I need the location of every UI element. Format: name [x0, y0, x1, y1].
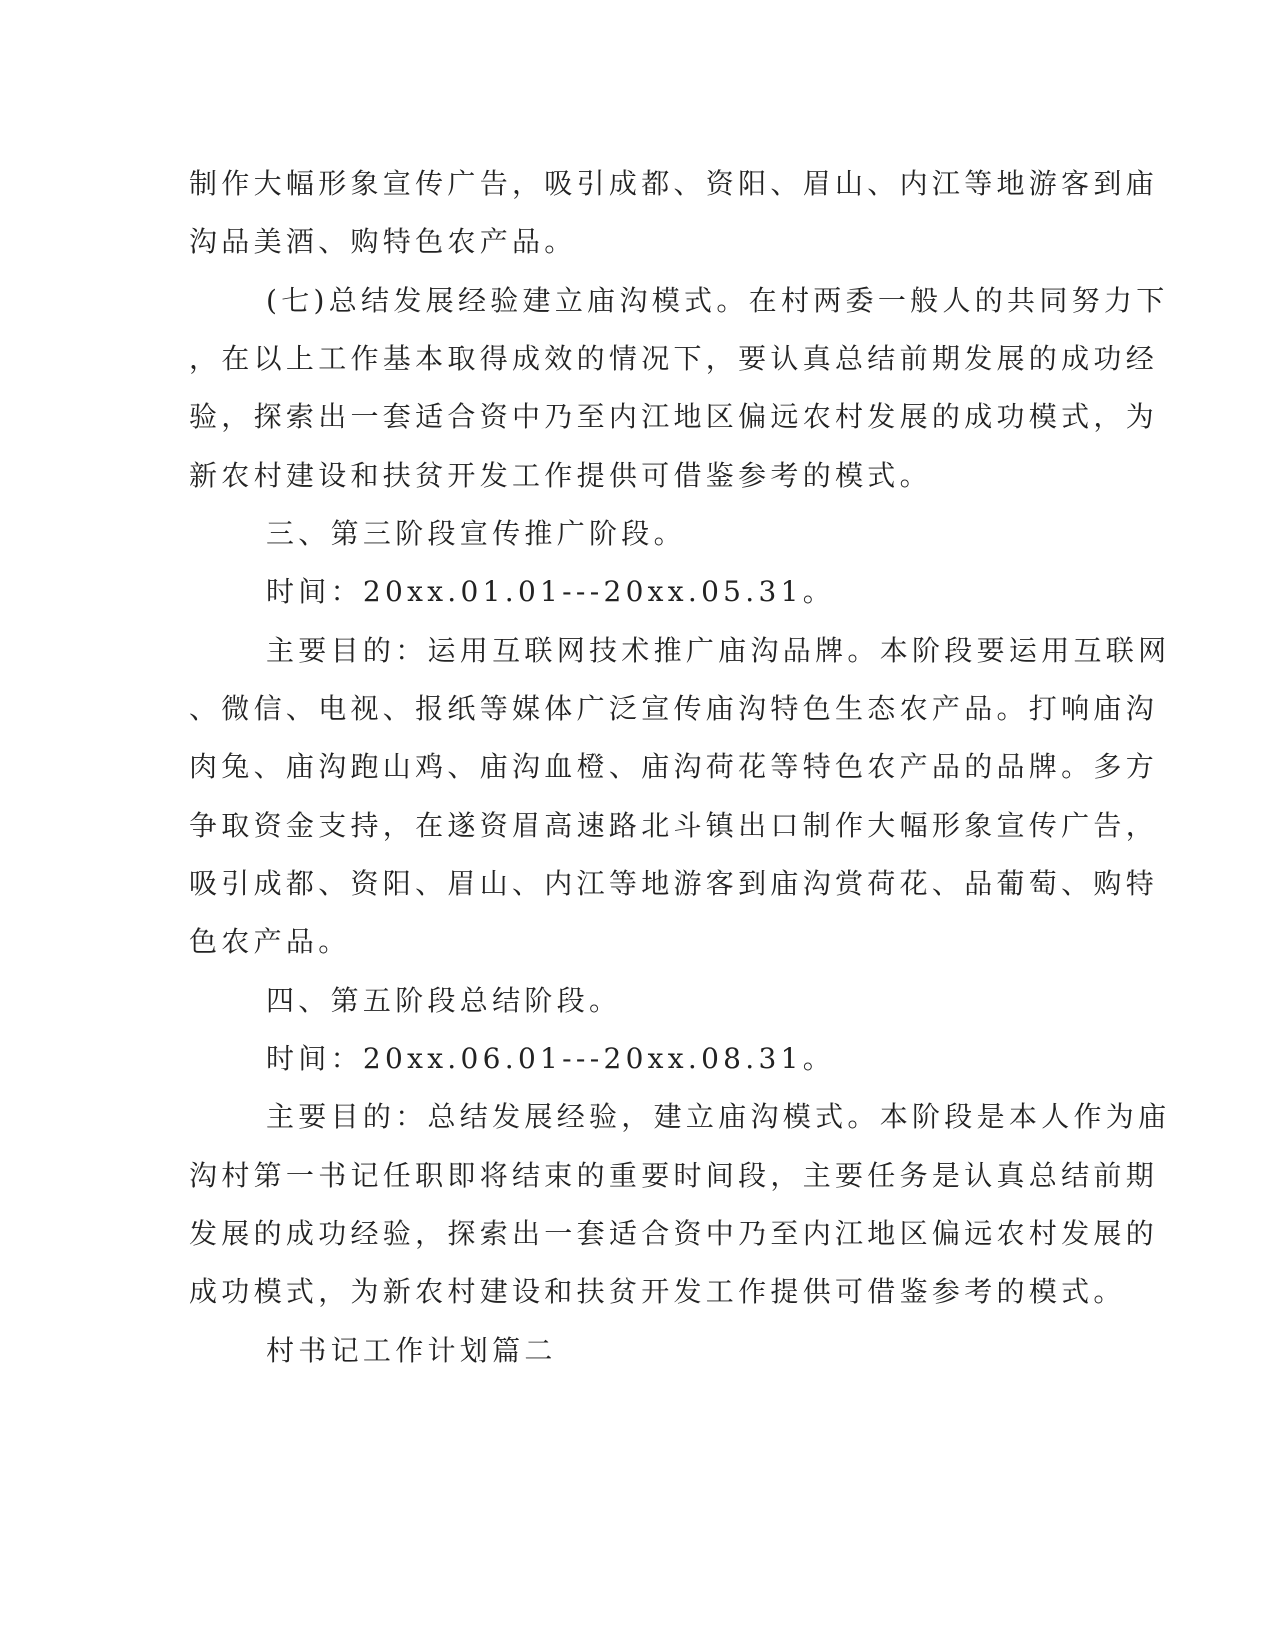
text-line: 主要目的：运用互联网技术推广庙沟品牌。本阶段要运用互联网: [266, 634, 1171, 667]
text-line: 沟品美酒、购特色农产品。: [189, 225, 577, 258]
text-line: ，在以上工作基本取得成效的情况下，要认真总结前期发展的成功经: [189, 342, 1159, 375]
section-heading: 四、第五阶段总结阶段。: [266, 984, 622, 1017]
text-line: 成功模式，为新农村建设和扶贫开发工作提供可借鉴参考的模式。: [189, 1275, 1126, 1308]
section-title: 村书记工作计划篇二: [266, 1334, 557, 1367]
text-line: (七)总结发展经验建立庙沟模式。在村两委一般人的共同努力下: [266, 284, 1169, 317]
text-line: 新农村建设和扶贫开发工作提供可借鉴参考的模式。: [189, 459, 932, 492]
time-line: 时间：20xx.06.01---20xx.08.31。: [266, 1042, 836, 1075]
text-line: 发展的成功经验，探索出一套适合资中乃至内江地区偏远农村发展的: [189, 1217, 1159, 1250]
section-heading: 三、第三阶段宣传推广阶段。: [266, 517, 686, 550]
time-line: 时间：20xx.01.01---20xx.05.31。: [266, 575, 836, 608]
text-line: 色农产品。: [189, 925, 351, 958]
text-line: 、微信、电视、报纸等媒体广泛宣传庙沟特色生态农产品。打响庙沟: [189, 692, 1159, 725]
text-line: 吸引成都、资阳、眉山、内江等地游客到庙沟赏荷花、品葡萄、购特: [189, 867, 1159, 900]
text-line: 主要目的：总结发展经验，建立庙沟模式。本阶段是本人作为庙: [266, 1100, 1171, 1133]
text-line: 制作大幅形象宣传广告，吸引成都、资阳、眉山、内江等地游客到庙: [189, 167, 1159, 200]
text-line: 验，探索出一套适合资中乃至内江地区偏远农村发展的成功模式，为: [189, 400, 1159, 433]
text-line: 肉兔、庙沟跑山鸡、庙沟血橙、庙沟荷花等特色农产品的品牌。多方: [189, 750, 1159, 783]
text-line: 沟村第一书记任职即将结束的重要时间段，主要任务是认真总结前期: [189, 1159, 1159, 1192]
text-line: 争取资金支持，在遂资眉高速路北斗镇出口制作大幅形象宣传广告，: [189, 809, 1159, 842]
